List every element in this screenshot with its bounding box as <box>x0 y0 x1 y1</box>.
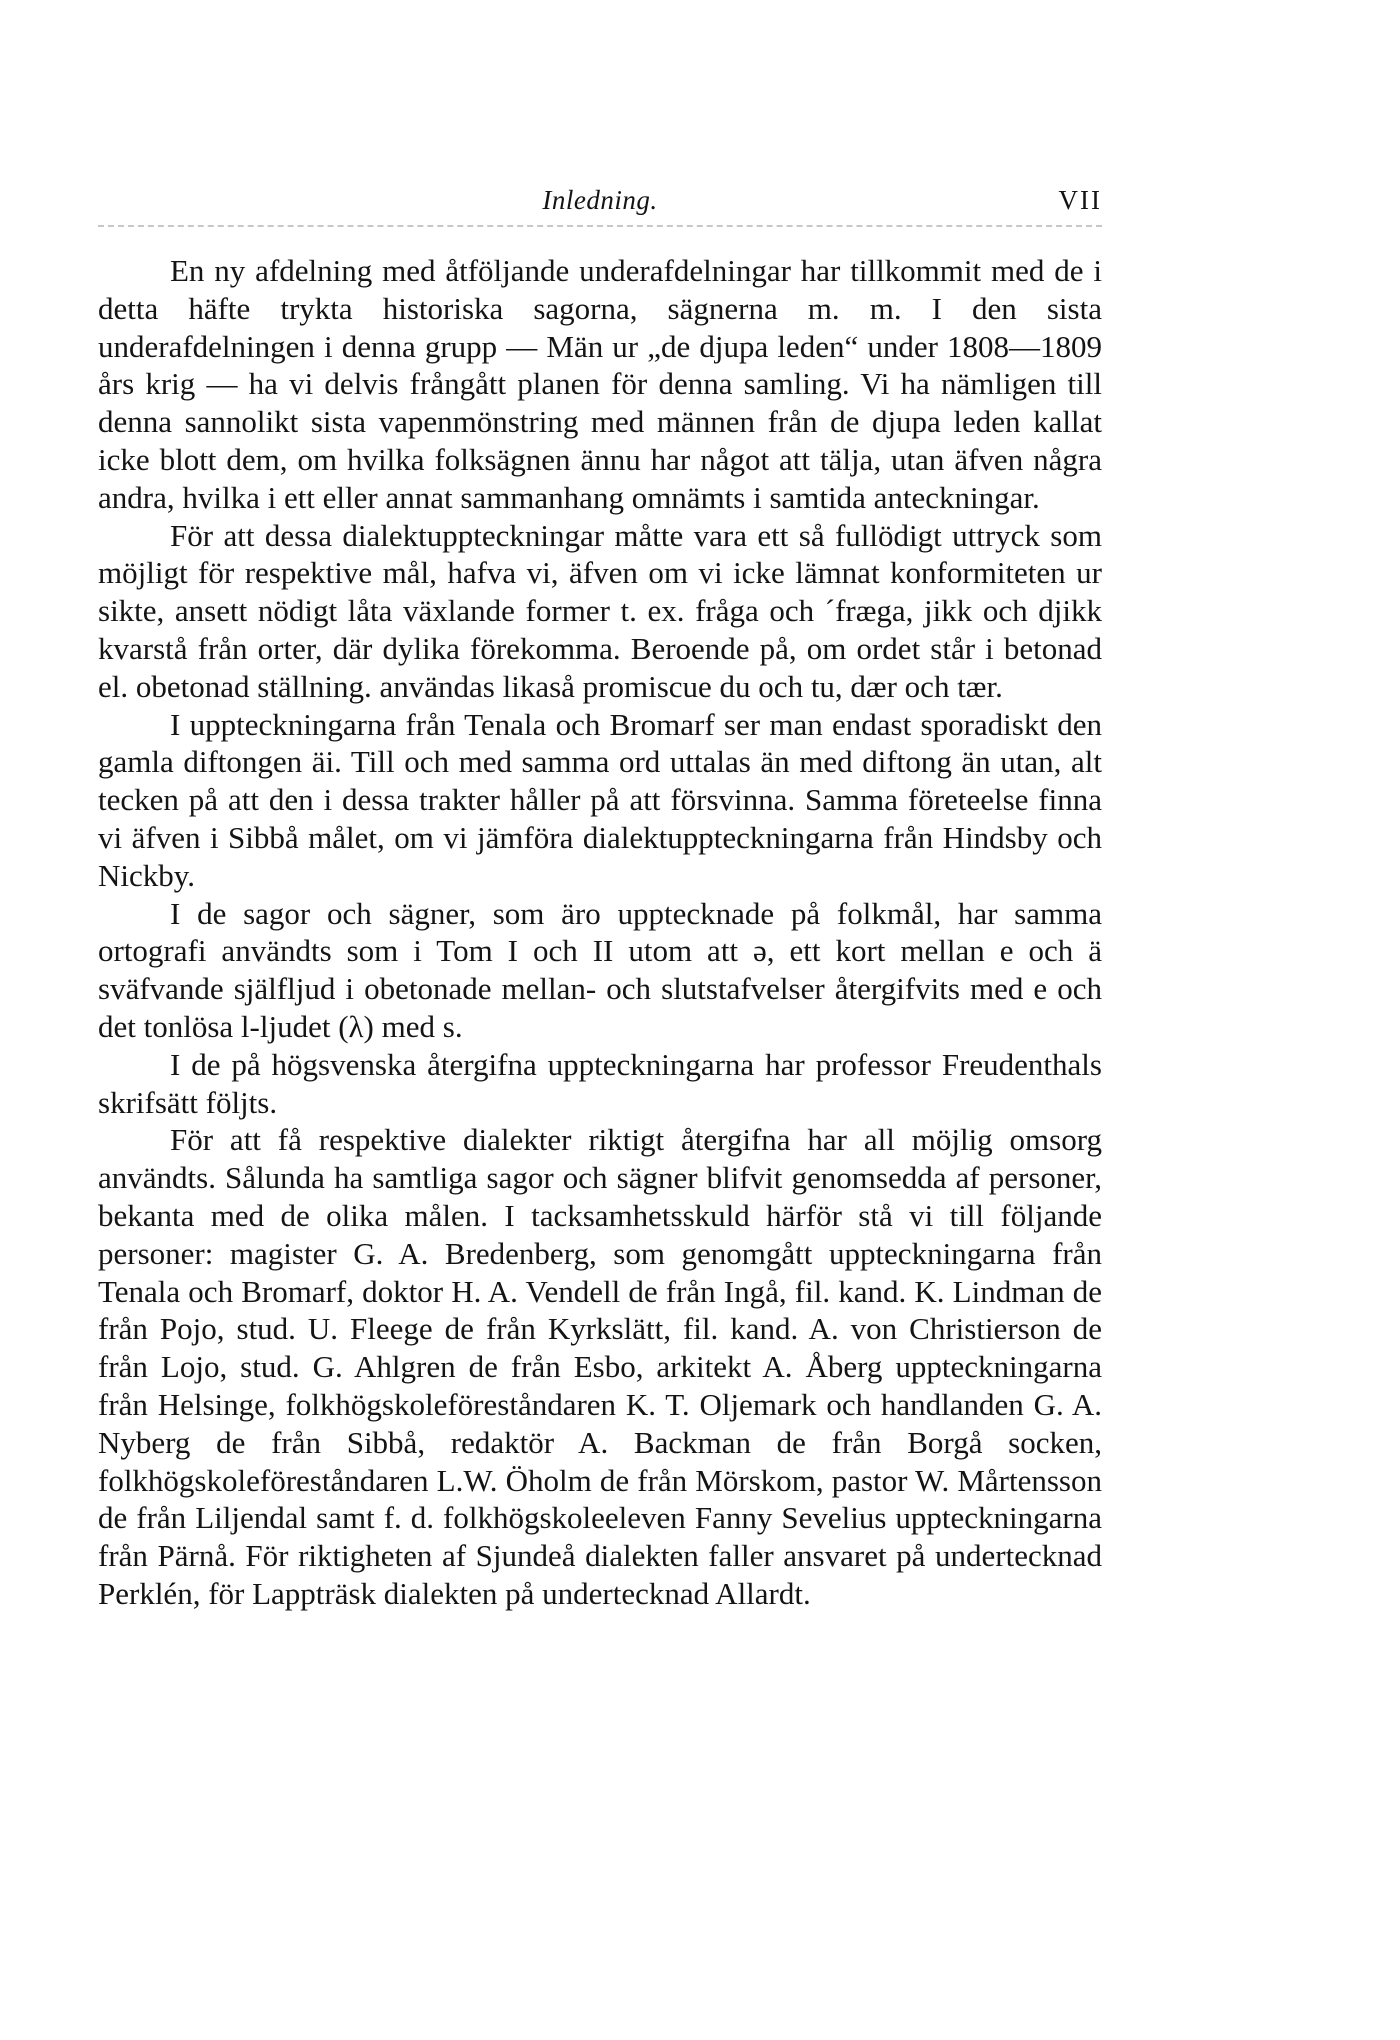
header-rule <box>98 225 1102 227</box>
paragraph: I de på högsvenska återgifna uppteckningarna har professor Freudenthals skrifsätt följts. <box>98 1046 1102 1120</box>
body-text <box>98 252 1102 1613</box>
paragraph: I uppteckningarna från Tenala och Bromarf ser man endast sporadiskt den gamla diftongen äi. Till och med samma ord uttalas än med diftong än utan, alt tecken på att den i dessa trakter håller på att försvinna. Samma företeelse finna vi äfven i Sibbå målet, om vi jämföra dialektuppteckningarna från Hindsby och Nickby. <box>98 706 1102 893</box>
page-number: VII <box>1058 185 1102 215</box>
paragraph: En ny afdelning med åtföljande underafdelningar har tillkommit med de i detta häfte trykta historiska sagorna, sägnerna m. m. I den sista underafdelningen i denna grupp — Män ur „de djupa leden“ under 1808—1809 års krig — ha vi delvis frångått planen för denna samling. Vi ha nämligen till denna sannolikt sista vapenmönstring med männen från de djupa leden kallat icke blott dem, om hvilka folksägnen ännu har något att tälja, utan äfven några andra, hvilka i ett eller annat sammanhang omnämts i samtida anteckningar. <box>98 253 1102 515</box>
paragraph: För att få respektive dialekter riktigt återgifna har all möjlig omsorg användts. Sålunda ha samtliga sagor och sägner blifvit genomsedda af personer, bekanta med de olika målen. I tacksamhetsskuld härför stå vi till följande personer: magister G. A. Bredenberg, som genomgått uppteckningarna från Tenala och Bromarf, doktor H. A. Vendell de från Ingå, fil. kand. K. Lindman de från Pojo, stud. U. Fleege de från Kyrkslätt, fil. kand. A. von Christierson de från Lojo, stud. G. Ahlgren de från Esbo, arkitekt A. Åberg uppteckningarna från Helsinge, folkhögskoleföreståndaren K. T. Oljemark och handlanden G. A. Nyberg de från Sibbå, redaktör A. Backman de från Borgå socken, folkhögskoleföreståndaren L.W. Öholm de från Mörskom, pastor W. Mårtensson de från Liljendal samt f. d. folkhögskoleeleven Fanny Sevelius uppteckningarna från Pärnå. För riktigheten af Sjundeå dialekten faller ansvaret på undertecknad Perklén, för Lappträsk dialekten på undertecknad Allardt. <box>98 1122 1102 1611</box>
running-head <box>98 180 1102 224</box>
paragraph: I de sagor och sägner, som äro upptecknade på folkmål, har samma ortografi användts som i Tom I och II utom att ə, ett kort mellan e och ä sväfvande själfljud i obetonade mellan- och slutstafvelser återgifvits med e och det tonlösa l-ljudet (λ) med s. <box>98 895 1102 1044</box>
running-title: Inledning. <box>542 185 658 215</box>
paragraph: För att dessa dialektuppteckningar måtte vara ett så fullödigt uttryck som möjligt för respektive mål, hafva vi, äfven om vi icke lämnat konformiteten ur sikte, ansett nödigt låta växlande former t. ex. fråga och ´fræga, jikk och djikk kvarstå från orter, där dylika förekomma. Beroende på, om ordet står i betonad el. obetonad ställning. användas likaså promiscue du och tu, dær och tær. <box>98 517 1102 704</box>
